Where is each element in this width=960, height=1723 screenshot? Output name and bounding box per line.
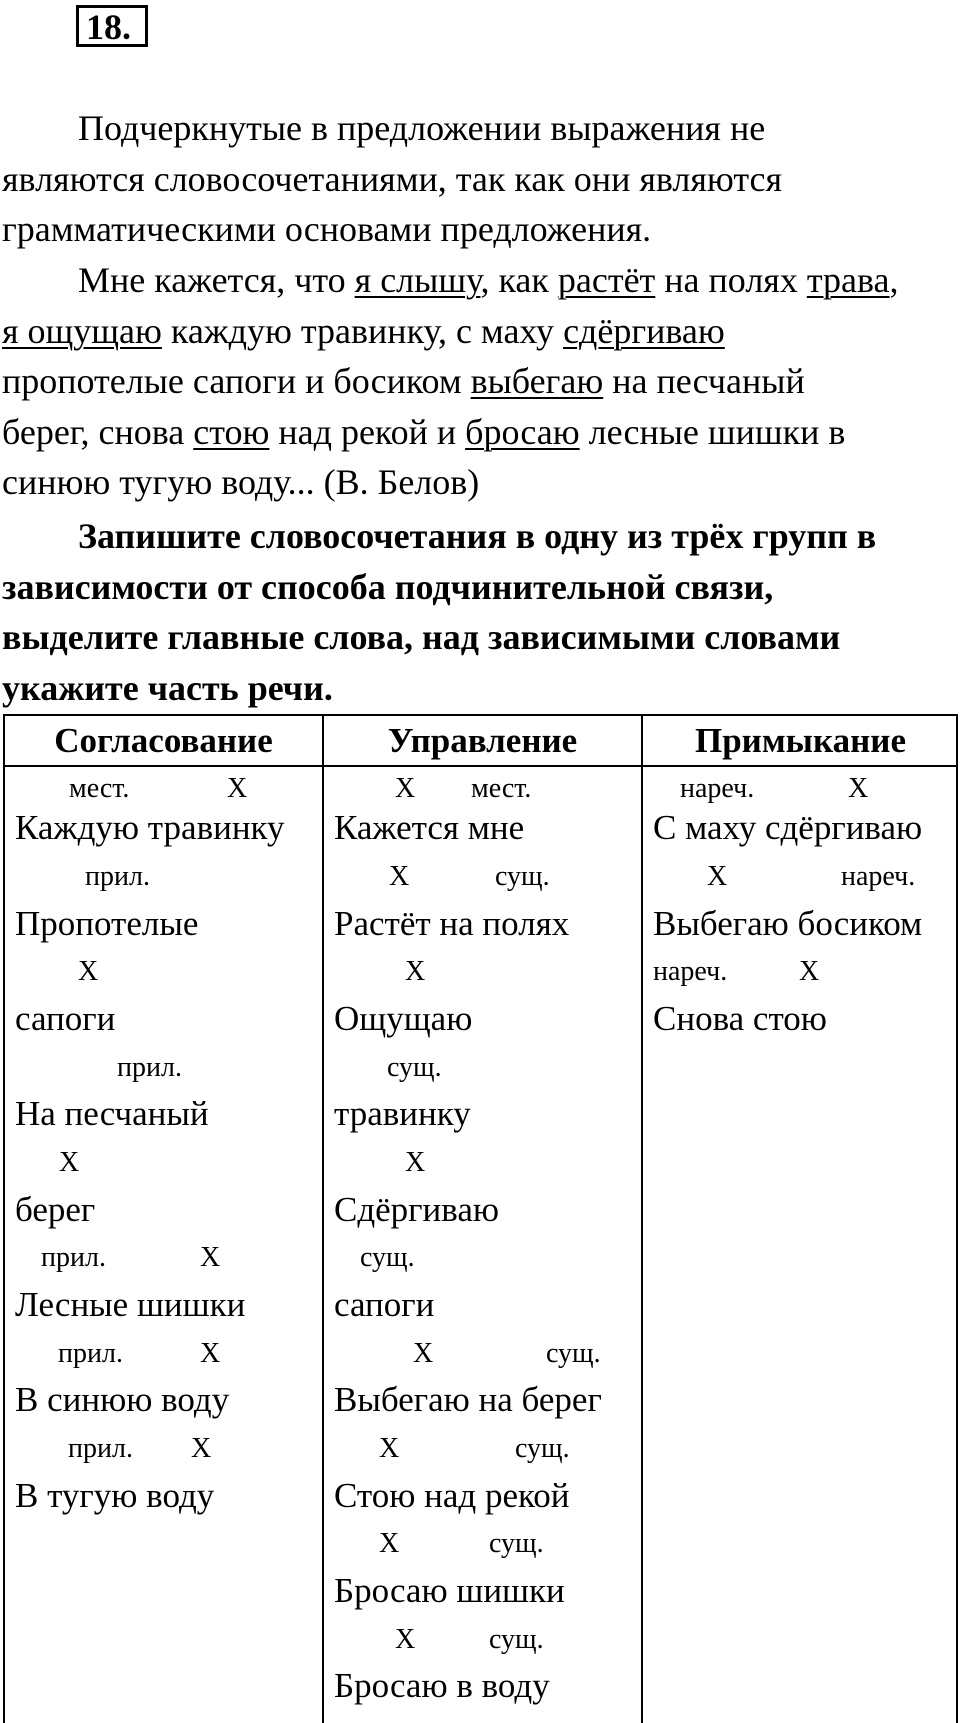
pos-annotation: сущ. (489, 1528, 544, 1559)
head-word-mark: Х (395, 1624, 416, 1655)
head-word-mark: Х (405, 1147, 426, 1178)
sentence-text: над рекой и (269, 411, 466, 452)
phrase: Пропотелые (15, 904, 199, 943)
sentence-text: берег, снова (2, 411, 194, 452)
phrase: Растёт на полях (334, 904, 570, 943)
phrase: Выбегаю босиком (653, 904, 923, 943)
task-instruction (2, 511, 958, 713)
phrase: С маху сдёргиваю (653, 808, 923, 847)
column-divider (641, 716, 643, 1723)
phrase: Снова стою (653, 999, 827, 1038)
example-sentence (2, 255, 958, 508)
header-divider (5, 765, 956, 767)
sentence-text: , (889, 260, 899, 300)
phrase: берег (15, 1190, 96, 1229)
phrase: Сдёргиваю (334, 1190, 500, 1229)
sentence-text: Мне кажется, что (78, 260, 355, 300)
phrase: В тугую воду (15, 1476, 215, 1515)
intro-line: Подчеркнутые в предложении выражения не (78, 108, 766, 148)
phrase: травинку (334, 1094, 471, 1133)
pos-annotation: сущ. (515, 1433, 570, 1464)
pos-annotation: мест. (69, 773, 130, 804)
header-agreement: Согласование (54, 721, 273, 760)
underlined-basis: стою (193, 411, 270, 452)
phrase: Каждую травинку (15, 808, 285, 847)
underlined-basis: растёт (557, 260, 656, 300)
pos-annotation: прил. (58, 1338, 123, 1369)
underlined-basis: бросаю (465, 411, 580, 452)
phrase: Кажется мне (334, 808, 525, 847)
sentence-text: , как (480, 260, 558, 300)
pos-annotation: сущ. (495, 861, 550, 892)
sentence-text: на полях (655, 260, 807, 300)
sentence-text: каждую травинку, с маху (161, 310, 564, 351)
pos-annotation: сущ. (360, 1242, 415, 1273)
head-word-mark: Х (799, 956, 820, 987)
head-word-mark: Х (59, 1147, 80, 1178)
head-word-mark: Х (191, 1433, 212, 1464)
pos-annotation: прил. (68, 1433, 133, 1464)
phrase: Выбегаю на берег (334, 1380, 602, 1419)
underlined-basis: я ощущаю (2, 310, 162, 351)
phrase: Ощущаю (334, 999, 473, 1038)
phrase: Лесные шишки (15, 1285, 246, 1324)
underlined-basis: сдёргиваю (563, 310, 725, 351)
header-government: Управление (387, 721, 578, 760)
task-line: укажите часть речи. (2, 667, 333, 708)
pos-annotation: нареч. (680, 773, 755, 804)
sentence-text: синюю тугую воду... (В. Белов) (2, 462, 480, 503)
intro-line: являются словосочетаниями, так как они являются (2, 158, 783, 199)
pos-annotation: сущ. (387, 1052, 442, 1083)
head-word-mark: Х (707, 861, 728, 892)
head-word-mark: Х (200, 1242, 221, 1273)
pos-annotation: сущ. (489, 1624, 544, 1655)
task-line: выделите главные слова, над зависимыми словами (2, 617, 841, 658)
head-word-mark: Х (78, 956, 99, 987)
pos-annotation: прил. (41, 1242, 106, 1273)
intro-paragraph (2, 103, 958, 255)
header-adjunction: Примыкание (694, 721, 907, 760)
head-word-mark: Х (413, 1338, 434, 1369)
task-line: зависимости от способа подчинительной связи, (2, 566, 774, 607)
underlined-basis: трава (806, 260, 890, 300)
head-word-mark: Х (395, 773, 416, 804)
head-word-mark: Х (227, 773, 248, 804)
task-line: Запишите словосочетания в одну из трёх групп в (78, 516, 877, 556)
intro-line: грамматическими основами предложения. (2, 209, 652, 250)
pos-annotation: нареч. (841, 861, 916, 892)
pos-annotation: сущ. (546, 1338, 601, 1369)
sentence-text: пропотелые сапоги и босиком (2, 361, 471, 402)
exercise-number: 18. (76, 5, 148, 47)
pos-annotation: мест. (471, 773, 532, 804)
underlined-basis: выбегаю (470, 361, 604, 402)
phrase: сапоги (334, 1285, 435, 1324)
phrase: сапоги (15, 999, 116, 1038)
sentence-text: лесные шишки в (579, 411, 846, 452)
phrase: Бросаю шишки (334, 1571, 565, 1610)
column-divider (322, 716, 324, 1723)
phrase: В синюю воду (15, 1380, 230, 1419)
head-word-mark: Х (389, 861, 410, 892)
phrase: Бросаю в воду (334, 1666, 550, 1705)
head-word-mark: Х (200, 1338, 221, 1369)
head-word-mark: Х (379, 1433, 400, 1464)
head-word-mark: Х (848, 773, 869, 804)
pos-annotation: нареч. (653, 956, 728, 987)
pos-annotation: прил. (85, 861, 150, 892)
head-word-mark: Х (379, 1528, 400, 1559)
phrase: На песчаный (15, 1094, 209, 1133)
phrases-table (3, 714, 958, 1723)
pos-annotation: прил. (117, 1052, 182, 1083)
underlined-basis: я слышу (354, 260, 481, 300)
head-word-mark: Х (405, 956, 426, 987)
sentence-text: на песчаный (603, 361, 805, 402)
phrase: Стою над рекой (334, 1476, 570, 1515)
